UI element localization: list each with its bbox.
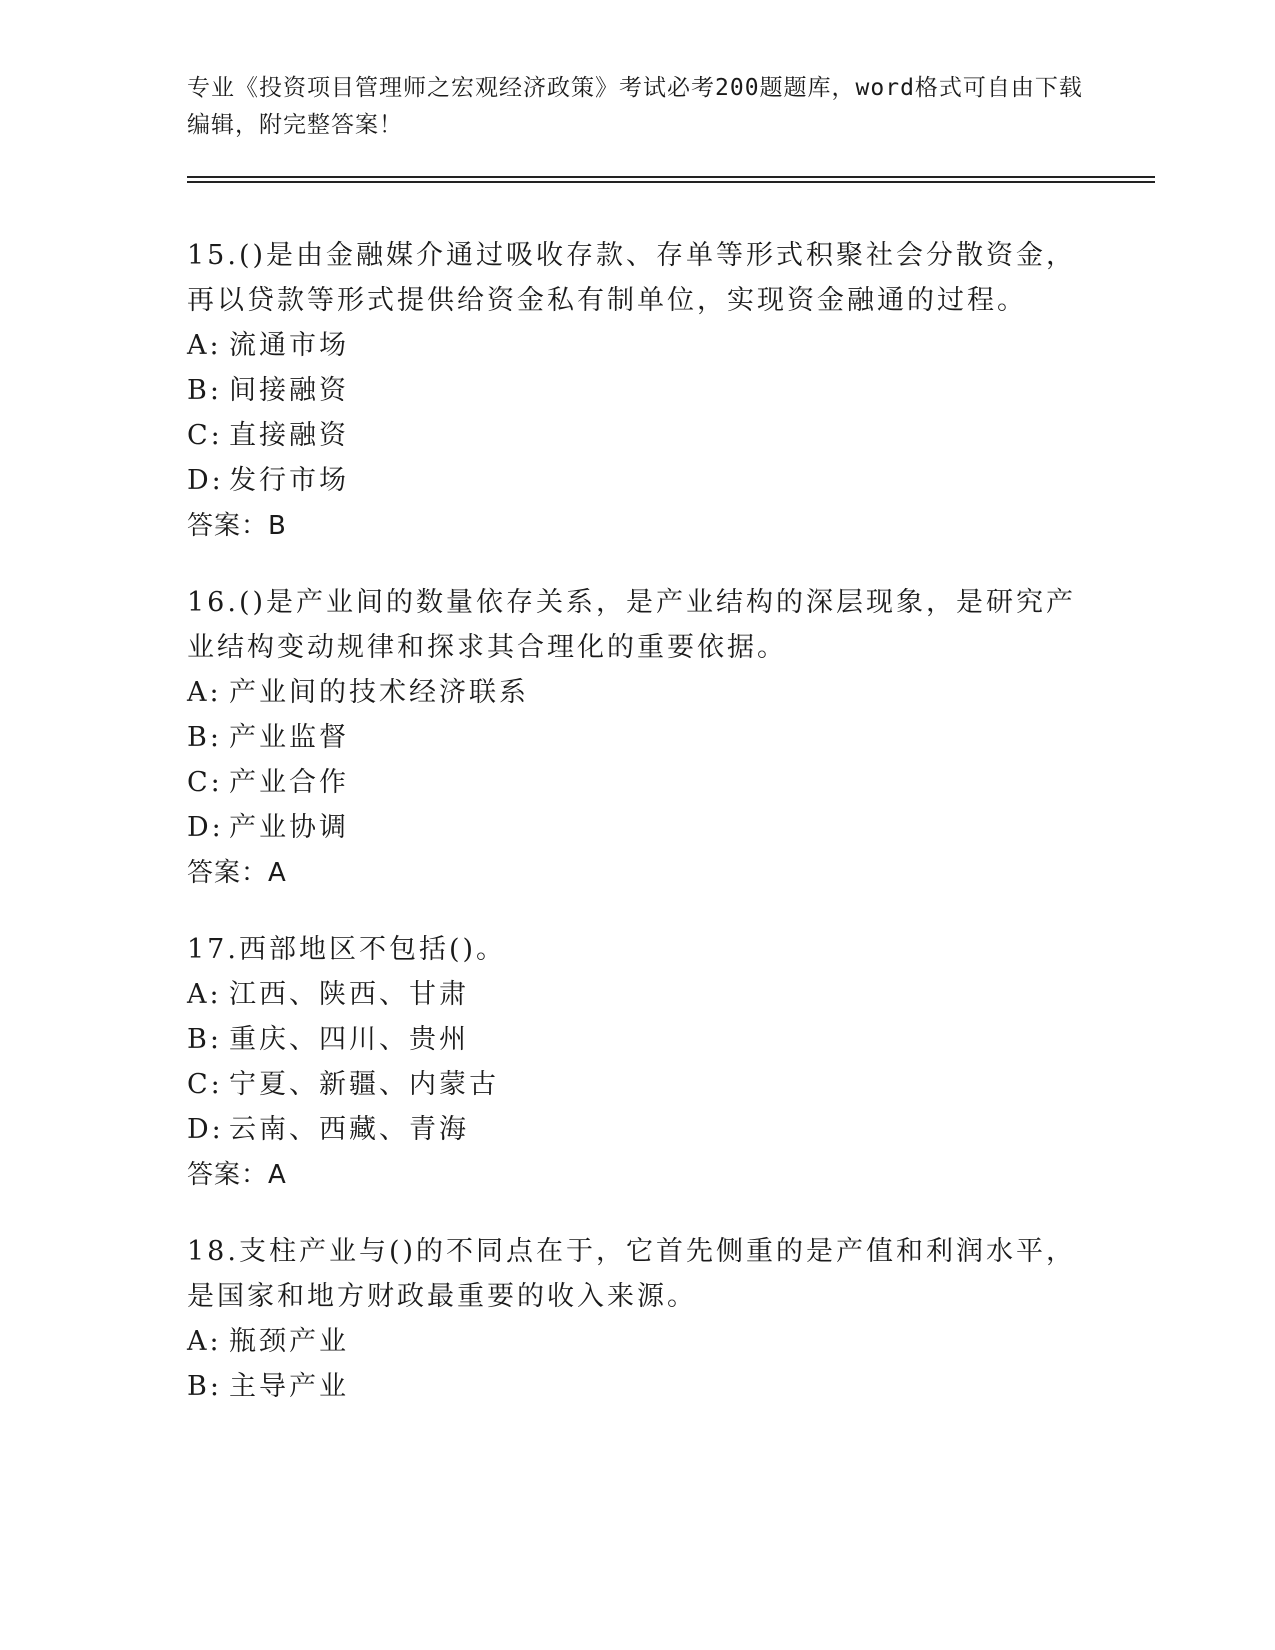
- option-a: [187, 323, 1087, 368]
- option-key: B:: [187, 375, 222, 406]
- option-key: D:: [187, 1114, 224, 1145]
- header-divider-top: [187, 176, 1155, 178]
- option-text: 产业合作: [229, 767, 349, 798]
- option-key: A:: [187, 979, 222, 1010]
- document-intro: [187, 70, 1087, 144]
- option-d: [187, 805, 1087, 850]
- option-text: 江西、陕西、甘肃: [229, 979, 469, 1010]
- option-key: B:: [187, 1371, 222, 1402]
- option-key: D:: [187, 812, 224, 843]
- option-key: C:: [187, 1069, 223, 1100]
- option-text: 发行市场: [229, 465, 349, 496]
- question-stem: 16.()是产业间的数量依存关系，是产业结构的深层现象，是研究产业结构变动规律和探求其合理化的重要依据。: [187, 587, 1077, 663]
- question-17: [187, 927, 1087, 1199]
- option-text: 直接融资: [229, 420, 349, 451]
- option-b: [187, 715, 1087, 760]
- answer-line: 答案：A: [187, 858, 287, 888]
- option-key: A:: [187, 1326, 222, 1357]
- question-stem: 17.西部地区不包括()。: [187, 934, 507, 965]
- option-text: 产业协调: [229, 812, 349, 843]
- option-text: 主导产业: [229, 1371, 349, 1402]
- option-text: 云南、西藏、青海: [229, 1114, 469, 1145]
- question-16: [187, 580, 1087, 897]
- option-a: [187, 670, 1087, 715]
- question-list: [187, 233, 1087, 1439]
- answer-line: 答案：A: [187, 1160, 287, 1190]
- option-text: 瓶颈产业: [229, 1326, 349, 1357]
- question-stem: 18.支柱产业与()的不同点在于，它首先侧重的是产值和利润水平，是国家和地方财政最重要的收入来源。: [187, 1236, 1077, 1312]
- option-text: 重庆、四川、贵州: [229, 1024, 469, 1055]
- option-key: A:: [187, 677, 222, 708]
- option-text: 产业监督: [229, 722, 349, 753]
- option-key: C:: [187, 767, 223, 798]
- option-c: [187, 413, 1087, 458]
- option-d: [187, 1107, 1087, 1152]
- option-text: 产业间的技术经济联系: [229, 677, 529, 708]
- header-divider-bottom: [187, 181, 1155, 183]
- option-key: B:: [187, 1024, 222, 1055]
- option-key: C:: [187, 420, 223, 451]
- option-key: A:: [187, 330, 222, 361]
- intro-text: 专业《投资项目管理师之宏观经济政策》考试必考200题题库，word格式可自由下载编辑，附完整答案！: [187, 75, 1083, 138]
- option-a: [187, 972, 1087, 1017]
- answer-line: 答案：B: [187, 511, 287, 541]
- question-18: [187, 1229, 1087, 1409]
- question-stem: 15.()是由金融媒介通过吸收存款、存单等形式积聚社会分散资金，再以贷款等形式提供给资金私有制单位，实现资金融通的过程。: [187, 240, 1077, 316]
- option-d: [187, 458, 1087, 503]
- option-c: [187, 760, 1087, 805]
- option-c: [187, 1062, 1087, 1107]
- question-15: [187, 233, 1087, 550]
- option-text: 间接融资: [229, 375, 349, 406]
- option-b: [187, 368, 1087, 413]
- option-key: B:: [187, 722, 222, 753]
- option-a: [187, 1319, 1087, 1364]
- option-key: D:: [187, 465, 224, 496]
- option-text: 宁夏、新疆、内蒙古: [229, 1069, 499, 1100]
- option-b: [187, 1017, 1087, 1062]
- option-text: 流通市场: [229, 330, 349, 361]
- option-b: [187, 1364, 1087, 1409]
